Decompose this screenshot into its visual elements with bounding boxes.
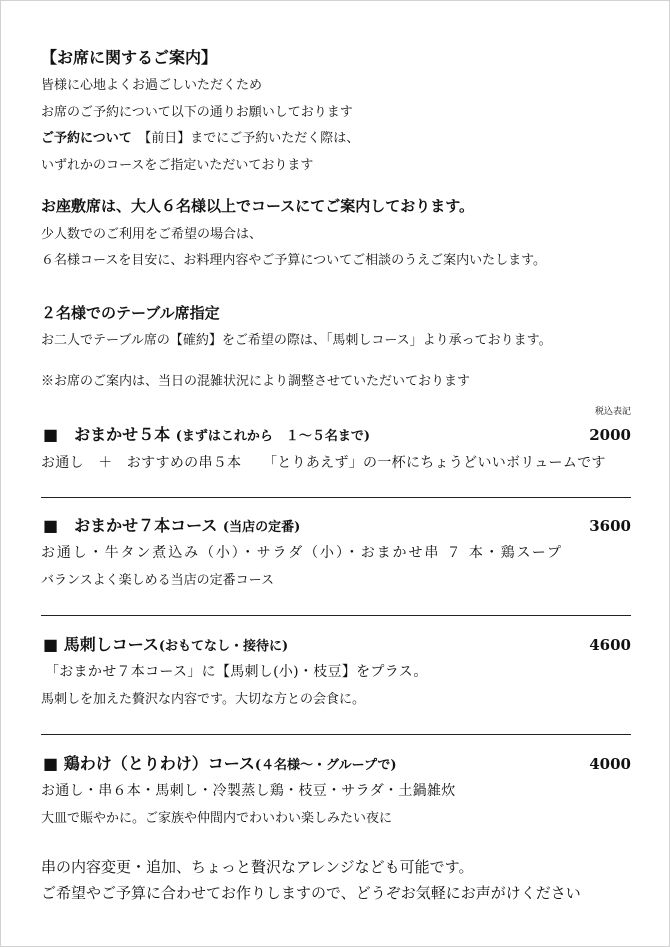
- course-1-title: [43, 427, 370, 443]
- reservation-label: ご予約について: [41, 131, 132, 146]
- course-3-note: (おもてなし・接待に): [158, 639, 289, 654]
- course-2-description-text: お通し・牛タン煮込み（小）・サラダ（小）・おまかせ串 ７ 本・鶏スープ: [41, 545, 563, 561]
- course-2-price: 3600: [589, 517, 631, 535]
- zashiki-heading: お座敷席は、大人６名様以上でコースにてご案内しております。: [41, 197, 475, 215]
- course-3-name: 馬刺しコース: [63, 635, 159, 654]
- table-seat-heading: ２名様でのテーブル席指定: [41, 304, 220, 322]
- seating-info-heading: 【お席に関するご案内】: [41, 48, 218, 67]
- course-marker: ■: [43, 635, 59, 654]
- footer-line-2: ご希望やご予算に合わせてお作りしますので、どうぞお気軽にお声がけください: [41, 884, 581, 902]
- course-4-description: お通し・串６本・馬刺し・冷製蒸し鶏・枝豆・サラダ・土鍋雑炊: [41, 783, 456, 799]
- course-4-note: (４名様〜・グループで): [254, 758, 397, 773]
- course-2-name: おまかせ７本コース: [74, 516, 218, 535]
- seating-info-line-1: 皆様に心地よくお過ごしいただくため: [41, 78, 263, 93]
- divider: [41, 734, 631, 735]
- course-4-name: 鶏わけ（とりわけ）コース: [63, 754, 255, 773]
- footer-line-1: 串の内容変更・追加、ちょっと贅沢なアレンジなども可能です。: [41, 858, 474, 876]
- course-1-note: (まずはこれから １〜５名まで): [175, 429, 371, 444]
- divider: [41, 615, 631, 616]
- table-seat-line: お二人でテーブル席の【確約】をご希望の際は、「馬刺しコース」より承っております。: [41, 333, 552, 348]
- zashiki-line-1: 少人数でのご利用をご希望の場合は、: [41, 227, 263, 242]
- course-3-title: [43, 637, 288, 653]
- course-3-subdescription: 馬刺しを加えた贅沢な内容です。大切な方との会食に。: [41, 692, 365, 707]
- course-2-title: [43, 518, 300, 534]
- course-4-subdescription: 大皿で賑やかに。ご家族や仲間内でわいわい楽しみたい夜に: [41, 811, 393, 826]
- reservation-text: 【前日】までにご予約いただく際は、: [144, 131, 360, 146]
- course-marker: ■: [43, 516, 59, 535]
- tax-note: 税込表記: [594, 407, 631, 417]
- course-4-title: [43, 756, 397, 772]
- course-1-description: お通し ＋ おすすめの串５本 「とりあえず」の一杯にちょうどいいボリュームです: [41, 455, 606, 471]
- reservation-line: [41, 132, 359, 145]
- divider: [41, 497, 631, 498]
- course-4-price: 4000: [589, 755, 631, 773]
- zashiki-line-2: ６名様コースを目安に、お料理内容やご予算についてご相談のうえご案内いたします。: [41, 253, 547, 268]
- course-3-price: 4600: [589, 636, 631, 654]
- seating-info-line-2: お席のご予約について以下の通りお願いしております: [41, 105, 353, 120]
- course-1-price: 2000: [589, 426, 631, 444]
- reservation-line-2: いずれかのコースをご指定いただいております: [41, 158, 314, 173]
- course-1-name: おまかせ５本: [74, 425, 171, 444]
- course-marker: ■: [43, 754, 59, 773]
- course-marker: ■: [43, 425, 59, 444]
- course-2-subdescription: バランスよく楽しめる当店の定番コース: [41, 573, 274, 588]
- course-2-note: (当店の定番): [222, 520, 301, 535]
- course-2-description: [41, 546, 631, 560]
- seating-adjust-note: ※お席のご案内は、当日の混雑状況により調整させていただいております: [41, 374, 471, 389]
- course-3-description: 「おまかせ７本コース」に【馬刺し(小)・枝豆】をプラス。: [45, 664, 428, 680]
